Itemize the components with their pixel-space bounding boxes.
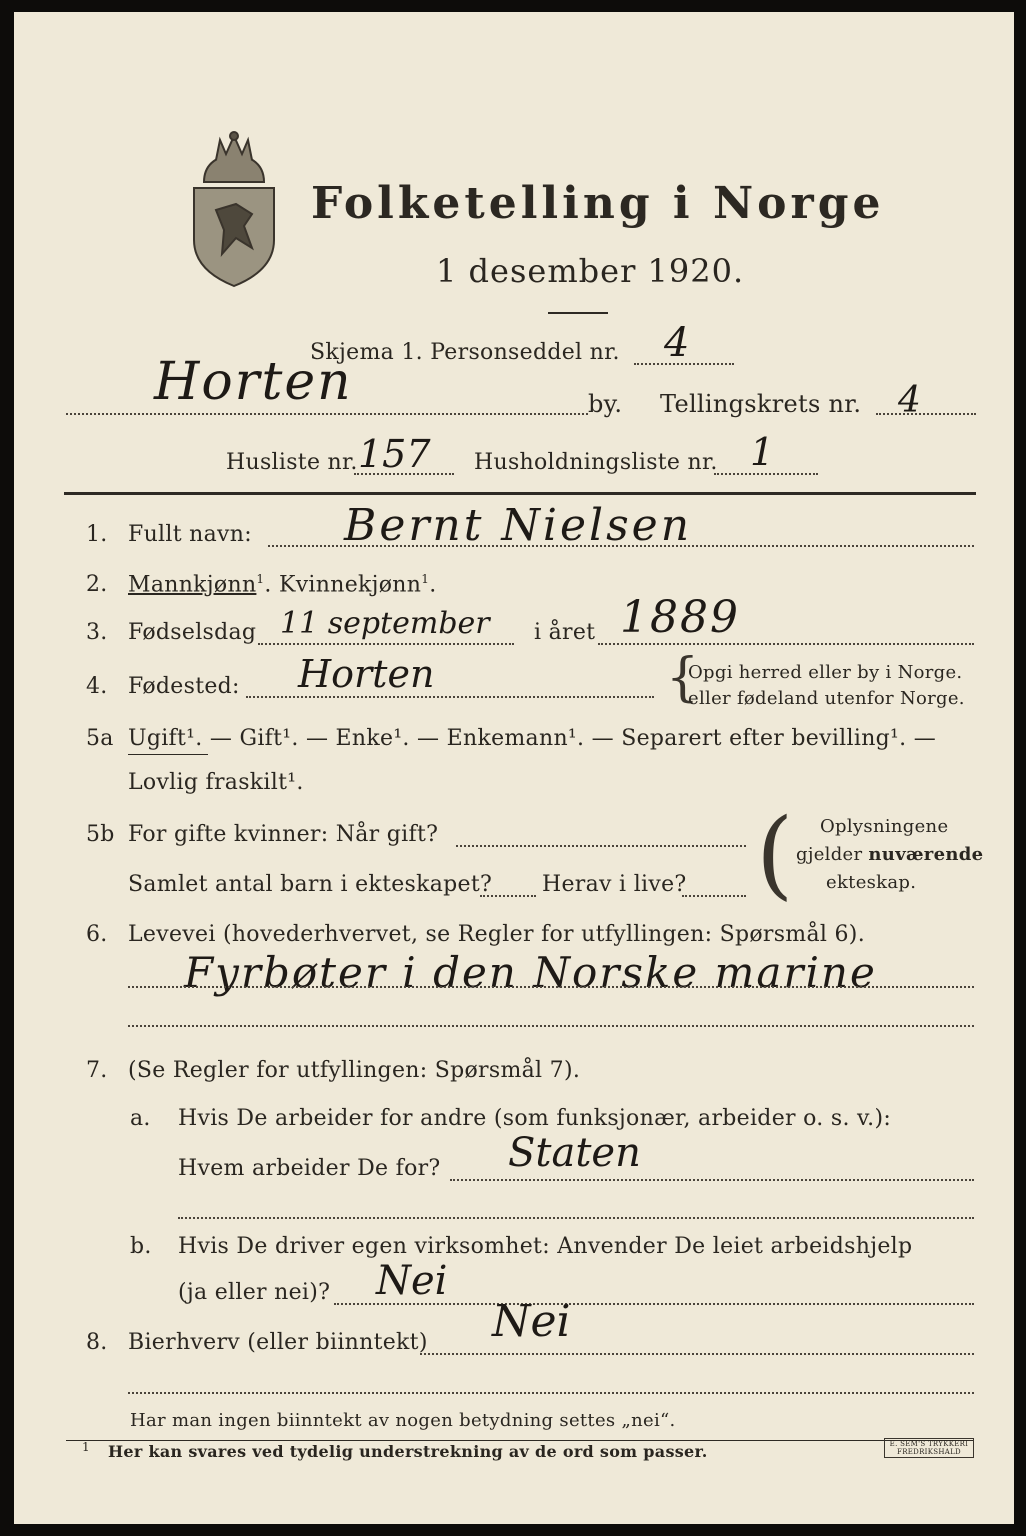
- q3-day-handwritten: 11 september: [280, 606, 490, 641]
- q8-number: 8.: [86, 1330, 108, 1355]
- q3-year-handwritten: 1889: [620, 592, 740, 643]
- q5a-number: 5a: [86, 726, 114, 751]
- q4-number: 4.: [86, 674, 108, 699]
- q7a-line: [450, 1179, 974, 1181]
- q1-number: 1.: [86, 522, 108, 547]
- husholdning-handwritten: 1: [750, 430, 775, 474]
- q4-label: Fødested:: [128, 674, 240, 699]
- q2-female-sup: 1: [421, 572, 430, 586]
- q1-answer-handwritten: Bernt Nielsen: [344, 500, 693, 551]
- q5b-note1: Oplysningene: [820, 816, 949, 837]
- by-label: by.: [588, 390, 623, 418]
- form-title: Folketelling i Norge: [311, 178, 885, 229]
- q6-label: Levevei (hovederhvervet, se Regler for utfyllingen: Spørsmål 6).: [128, 922, 865, 947]
- q5a-line2[interactable]: Lovlig fraskilt¹.: [128, 770, 304, 795]
- q5b-label1: For gifte kvinner: Når gift?: [128, 822, 439, 847]
- q3-number: 3.: [86, 620, 108, 645]
- q8-answer-handwritten: Nei: [492, 1296, 571, 1347]
- q8-line2: [128, 1392, 974, 1394]
- printer-stamp: E. SEM'S TRYKKERI FREDRIKSHALD: [884, 1438, 974, 1458]
- schema-label: Skjema 1. Personseddel nr.: [310, 340, 620, 365]
- q7-number: 7.: [86, 1058, 108, 1083]
- q7b-letter: b.: [130, 1234, 152, 1259]
- q7a-text: Hvis De arbeider for andre (som funksjonær, arbeider o. s. v.):: [178, 1106, 892, 1131]
- footer-note: Har man ingen biinntekt av nogen betydning settes „nei“.: [130, 1410, 676, 1431]
- q6-line1: [128, 986, 974, 988]
- city-handwritten: Horten: [154, 352, 353, 412]
- q2-options: [128, 572, 436, 597]
- q7-label: (Se Regler for utfyllingen: Spørsmål 7).: [128, 1058, 581, 1083]
- q5b-note2a: gjelder: [796, 844, 869, 865]
- q7a-answer-handwritten: Staten: [508, 1130, 641, 1176]
- q5b-label3: Herav i live?: [542, 872, 687, 897]
- title-divider: [548, 312, 608, 314]
- q7b-question: (ja eller nei)?: [178, 1280, 331, 1305]
- q5b-married-line: [456, 845, 746, 847]
- q6-number: 6.: [86, 922, 108, 947]
- schema-number-handwritten: 4: [664, 320, 690, 366]
- q3-label: Fødselsdag: [128, 620, 257, 645]
- q2-number: 2.: [86, 572, 108, 597]
- q7a-letter: a.: [130, 1106, 151, 1131]
- footer-divider: [66, 1440, 974, 1441]
- q5a-options[interactable]: Ugift¹. — Gift¹. — Enke¹. — Enkemann¹. — Separert efter bevilling¹. —: [128, 726, 937, 751]
- q5b-note-brace: (: [756, 798, 794, 910]
- q1-label: Fullt navn:: [128, 522, 252, 547]
- q4-note-brace: {: [666, 648, 700, 708]
- q5b-number: 5b: [86, 822, 115, 847]
- q5a-ugift-underline: [128, 754, 208, 755]
- q4-line: [246, 696, 654, 698]
- q7b-answer-handwritten: Nei: [376, 1258, 448, 1304]
- q5b-label2: Samlet antal barn i ekteskapet?: [128, 872, 493, 897]
- q2-female-sep: .: [429, 572, 437, 598]
- q5b-note2b: nuværende: [868, 844, 984, 865]
- husliste-label: Husliste nr.: [226, 450, 358, 475]
- census-form: [14, 12, 1014, 1524]
- q7a-line2: [178, 1217, 974, 1219]
- husholdning-label: Husholdningsliste nr.: [474, 450, 718, 475]
- q2-male-option[interactable]: Mannkjønn: [128, 572, 257, 598]
- q4-note-line1: Opgi herred eller by i Norge.: [688, 662, 963, 683]
- q4-note-line2: eller fødeland utenfor Norge.: [688, 688, 965, 709]
- q3-day-line: [258, 643, 514, 645]
- q2-female-option[interactable]: Kvinnekjønn: [278, 572, 422, 598]
- q5b-note3: ekteskap.: [826, 872, 917, 893]
- q3-year-line: [598, 643, 974, 645]
- tellingskrets-line: [876, 413, 976, 415]
- q2-male-sep: .: [264, 572, 272, 598]
- census-date: 1 desember 1920.: [436, 252, 745, 290]
- q7b-text: Hvis De driver egen virksomhet: Anvender De leiet arbeidshjelp: [178, 1234, 913, 1259]
- q2-male-sup: 1: [256, 572, 265, 586]
- q4-answer-handwritten: Horten: [298, 652, 435, 696]
- husliste-handwritten: 157: [358, 432, 431, 476]
- tellingskrets-handwritten: 4: [898, 380, 921, 421]
- tellingskrets-label: Tellingskrets nr.: [660, 390, 862, 418]
- footnote-text: Her kan svares ved tydelig understrekning av de ord som passer.: [108, 1442, 708, 1461]
- q6-line2: [128, 1025, 974, 1027]
- q5b-children-line: [480, 895, 536, 897]
- q5b-alive-line: [682, 895, 746, 897]
- q8-line1: [420, 1353, 974, 1355]
- q5b-note2: [796, 844, 983, 865]
- city-line: [66, 413, 588, 415]
- q6-answer-handwritten: Fyrbøter i den Norske marine: [184, 948, 877, 997]
- q8-label: Bierhverv (eller biinntekt): [128, 1330, 428, 1355]
- footnote-number: 1: [82, 1440, 90, 1454]
- header-divider: [64, 492, 976, 495]
- q7a-question: Hvem arbeider De for?: [178, 1156, 441, 1181]
- coat-of-arms-icon: [186, 130, 282, 288]
- q3-year-label: i året: [534, 620, 596, 645]
